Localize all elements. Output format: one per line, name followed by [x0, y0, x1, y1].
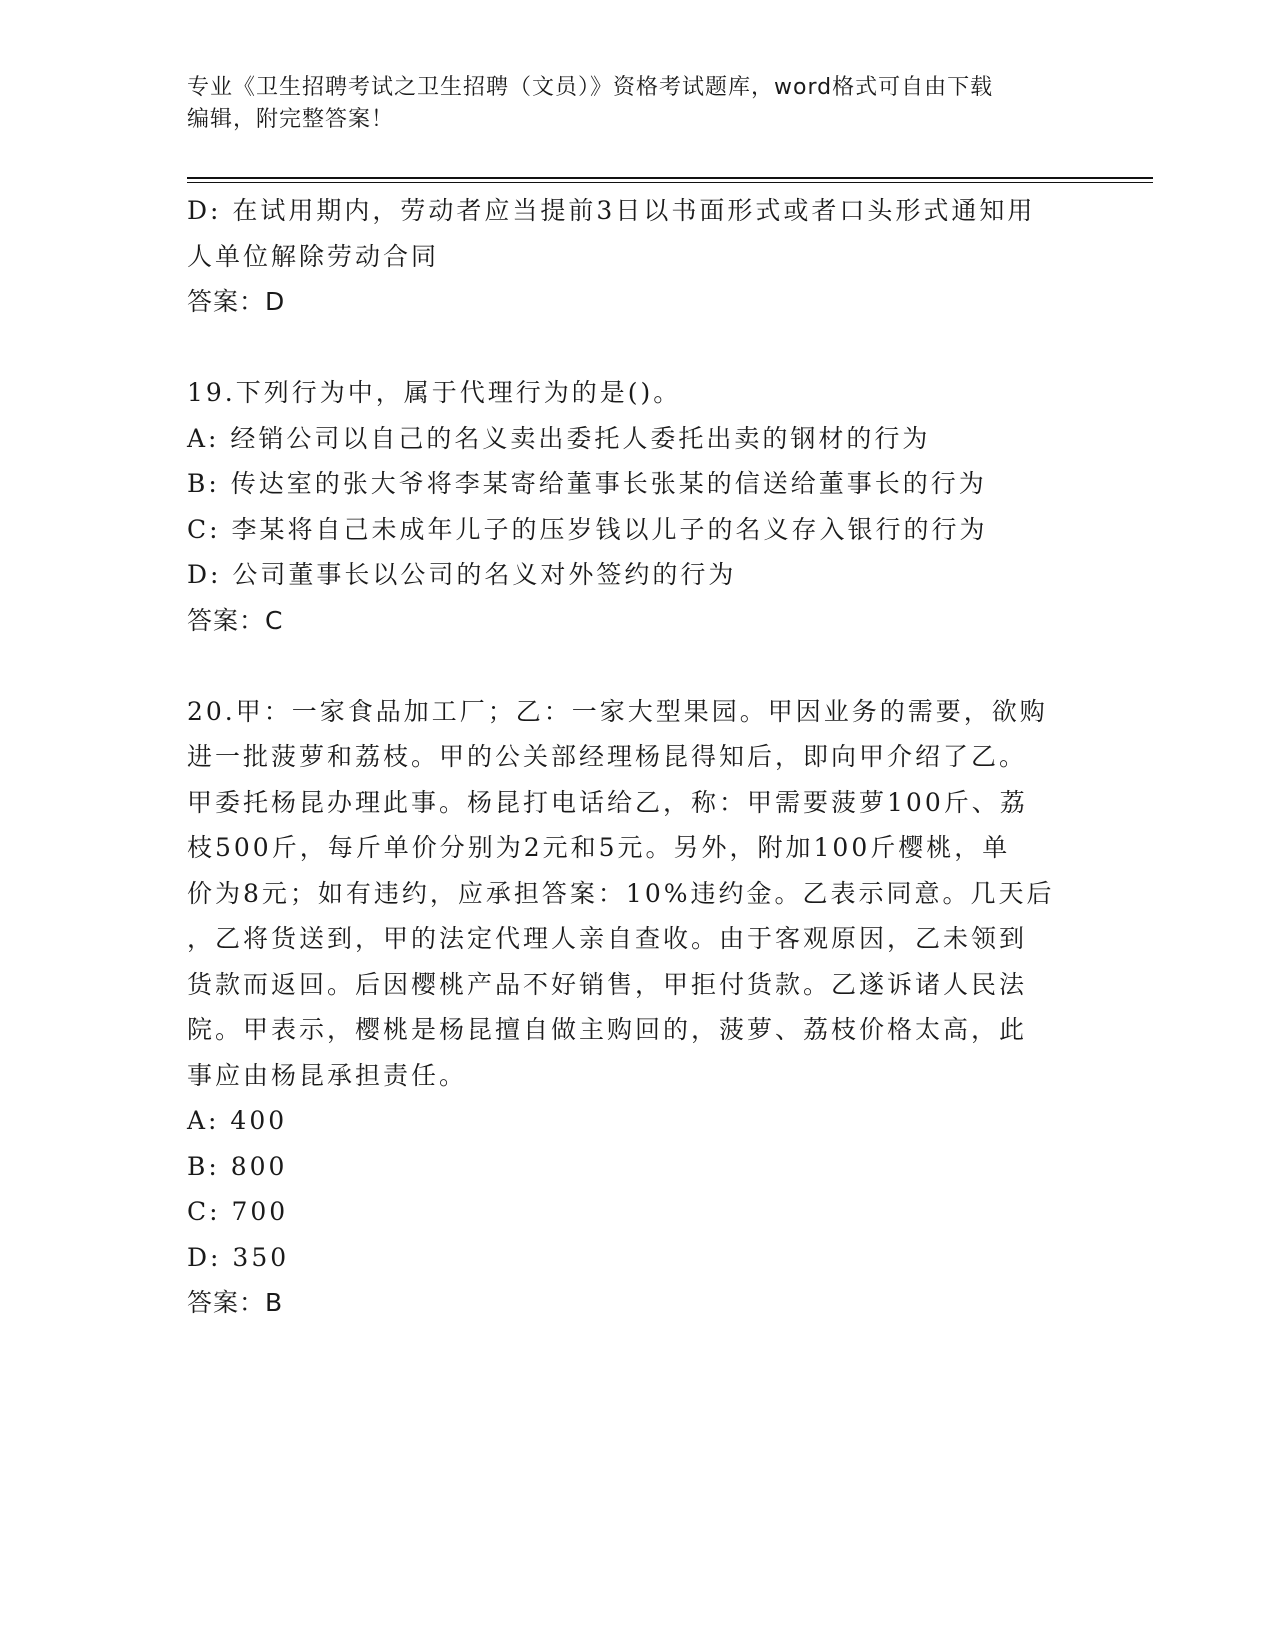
header-line-1: 专业《卫生招聘考试之卫生招聘（文员）》资格考试题库，word格式可自由下载 [187, 75, 994, 100]
spacer [187, 643, 1087, 689]
question-stem-line: 货款而返回。后因樱桃产品不好销售，甲拒付货款。乙遂诉诸人民法 [187, 969, 1028, 999]
question-20 [187, 689, 1087, 1326]
header-divider-thick [187, 177, 1153, 179]
question-19 [187, 370, 1087, 643]
question-stem-line: 枝500斤，每斤单价分别为2元和5元。另外，附加100斤樱桃，单 [187, 833, 1011, 862]
option-b: B: 传达室的张大爷将李某寄给董事长张某的信送给董事长的行为 [187, 469, 987, 498]
option-c: C: 李某将自己未成年儿子的压岁钱以儿子的名义存入银行的行为 [187, 514, 988, 544]
question-stem-line: 甲委托杨昆办理此事。杨昆打电话给乙，称：甲需要菠萝100斤、荔 [187, 787, 1028, 817]
option-a: A: 经销公司以自己的名义卖出委托人委托出卖的钢材的行为 [187, 423, 931, 453]
option-a: A: 400 [187, 1106, 288, 1135]
document-body [187, 188, 1087, 1326]
answer-label: 答案：D [187, 287, 286, 316]
question-stem-line: 20.甲：一家食品加工厂；乙：一家大型果园。甲因业务的需要，欲购 [187, 696, 1048, 726]
spacer [187, 325, 1087, 371]
header-divider-thin [187, 182, 1153, 183]
option-d-line-2: 人单位解除劳动合同 [187, 241, 440, 271]
question-stem-line: 事应由杨昆承担责任。 [187, 1060, 468, 1090]
option-d-line-1: D: 在试用期内，劳动者应当提前3日以书面形式或者口头形式通知用 [187, 196, 1036, 225]
option-d: D: 350 [187, 1242, 290, 1272]
question-stem: 19.下列行为中，属于代理行为的是()。 [187, 378, 682, 407]
option-d: D: 公司董事长以公司的名义对外签约的行为 [187, 560, 737, 589]
question-stem-line: ，乙将货送到，甲的法定代理人亲自查收。由于客观原因，乙未领到 [187, 924, 1028, 953]
document-header [187, 72, 1087, 136]
header-line-2: 编辑，附完整答案！ [187, 107, 395, 132]
answer-label: 答案：B [187, 1288, 284, 1317]
answer-label: 答案：C [187, 605, 284, 635]
question-stem-line: 进一批菠萝和荔枝。甲的公关部经理杨昆得知后，即向甲介绍了乙。 [187, 742, 1028, 771]
option-b: B: 800 [187, 1151, 288, 1181]
question-stem-line: 院。甲表示，樱桃是杨昆擅自做主购回的，菠萝、荔枝价格太高，此 [187, 1015, 1028, 1044]
question-18-tail [187, 188, 1087, 325]
option-c: C: 700 [187, 1197, 289, 1226]
question-stem-line: 价为8元；如有违约，应承担答案：10%违约金。乙表示同意。几天后 [187, 878, 1055, 908]
